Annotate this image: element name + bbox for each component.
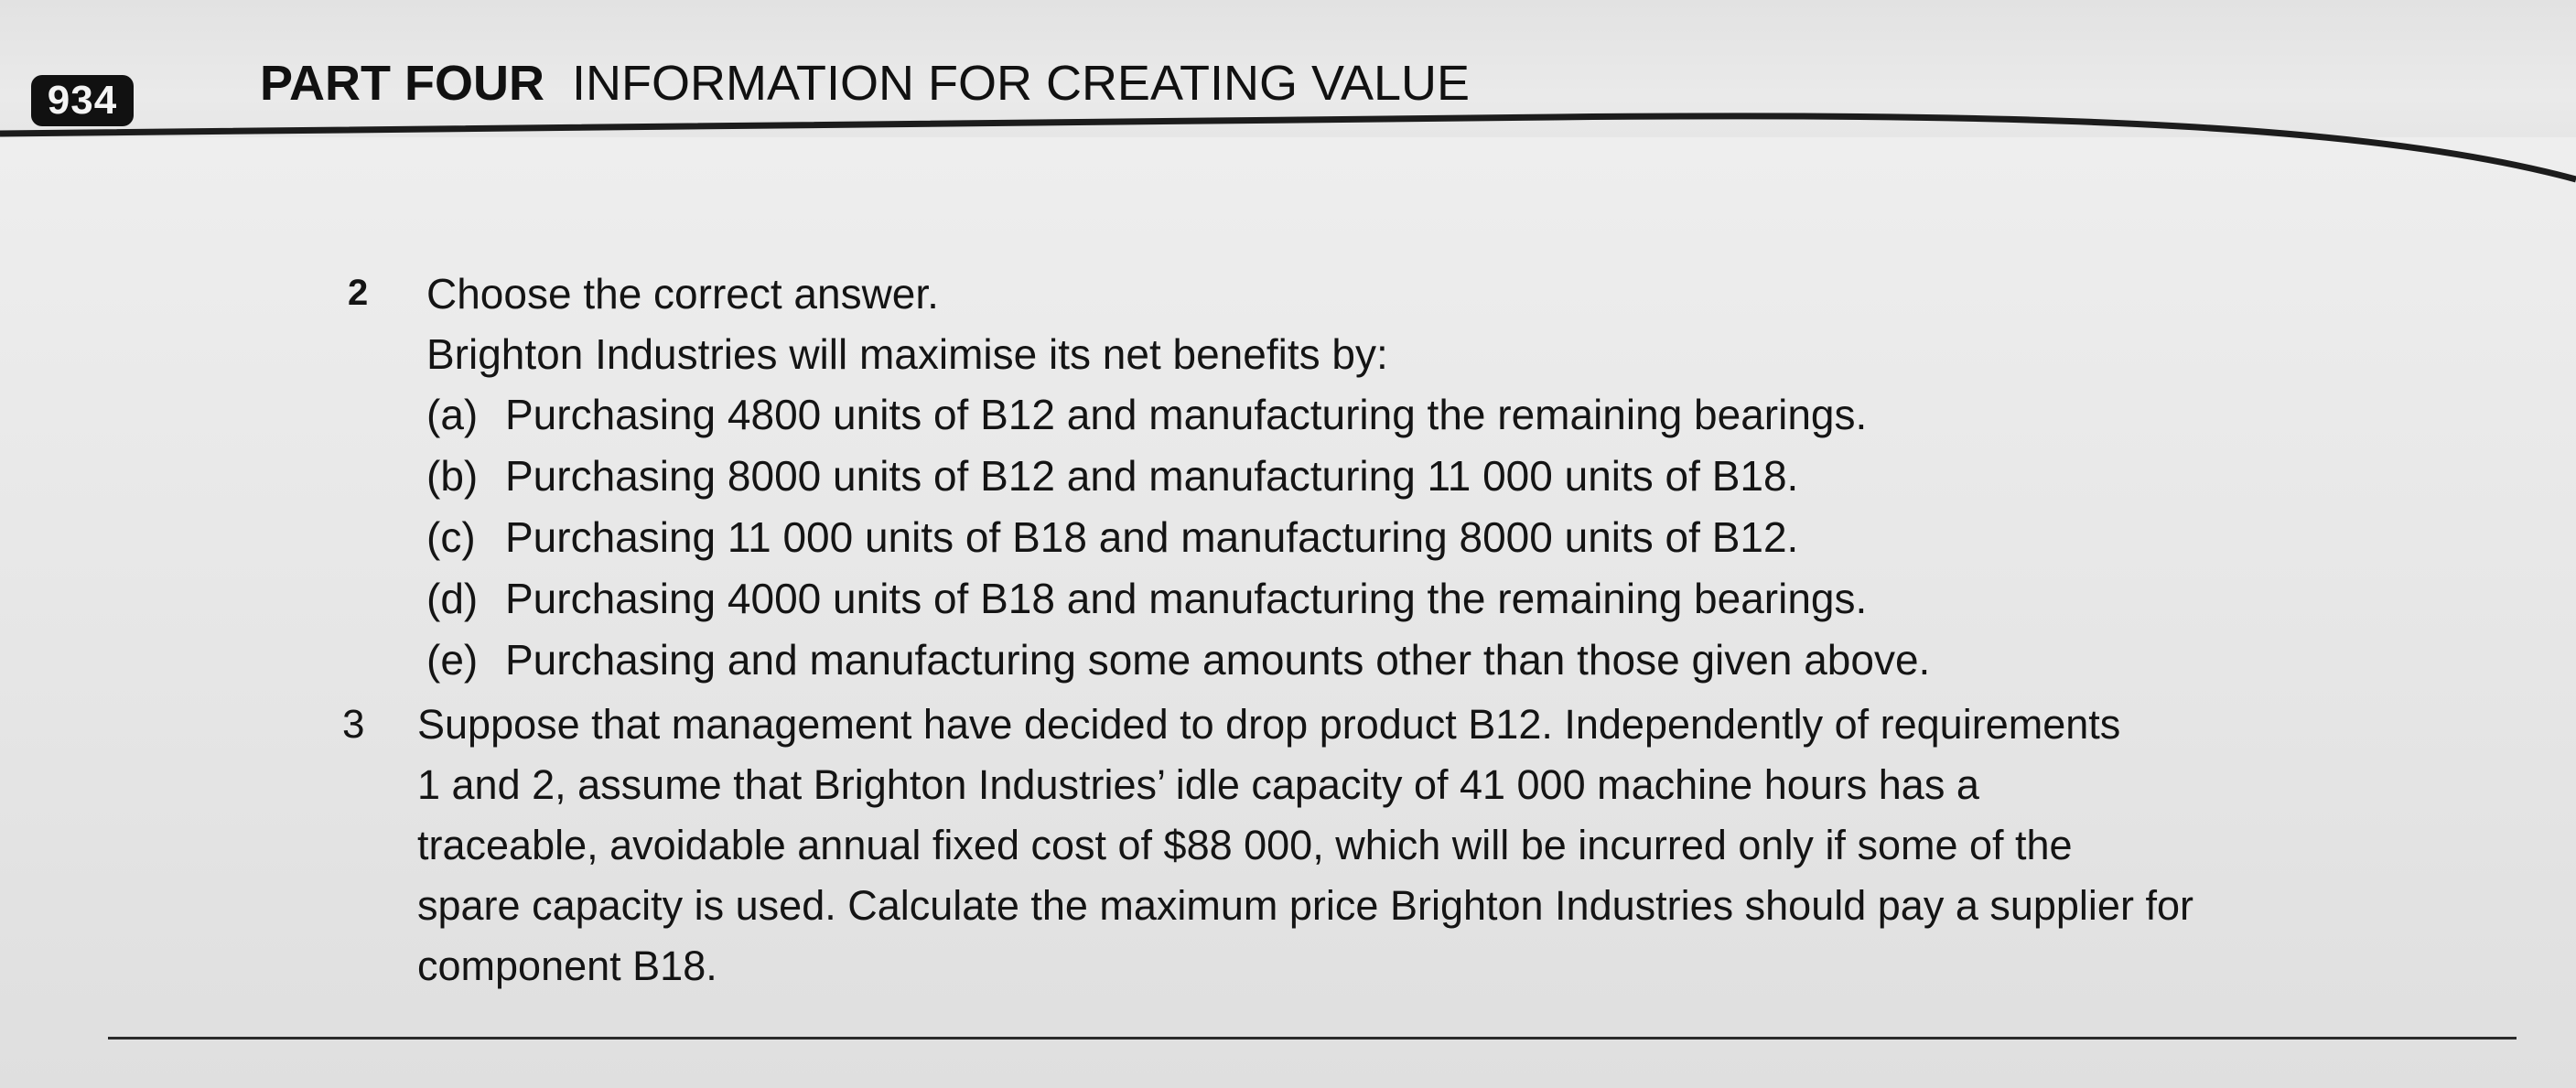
option-text: Purchasing 11 000 units of B18 and manufacturing 8000 units of B12. (505, 513, 1799, 561)
question-3 (342, 695, 2526, 996)
answer-option-d (426, 568, 2526, 630)
answer-option-b (426, 446, 2526, 507)
section-divider (108, 1037, 2517, 1040)
option-text: Purchasing 4000 units of B18 and manufacturing the remaining bearings. (505, 575, 1868, 622)
question-number: 2 (348, 273, 369, 313)
page-number: 934 (31, 75, 134, 126)
option-label: (e) (426, 636, 479, 684)
question-text-line: Suppose that management have decided to drop product B12. Independently of requirements (417, 701, 2121, 748)
question-text-line: component B18. (417, 943, 717, 989)
question-text-line: 1 and 2, assume that Brighton Industries’ idle capacity of 41 000 machine hours has a (417, 761, 1979, 808)
option-label: (d) (426, 575, 479, 622)
part-label: PART FOUR (260, 56, 544, 111)
part-title: INFORMATION FOR CREATING VALUE (571, 56, 1471, 111)
option-text: Purchasing 8000 units of B12 and manufacturing 11 000 units of B18. (505, 452, 1799, 500)
question-text-line: traceable, avoidable annual fixed cost of $88 000, which will be incurred only if some of the (417, 822, 2073, 868)
answer-option-c (426, 507, 2526, 568)
running-header (260, 51, 1470, 115)
page-content (342, 264, 2526, 1000)
option-text: Purchasing and manufacturing some amounts other than those given above. (505, 636, 1931, 684)
option-label: (a) (426, 391, 479, 438)
question-body (426, 264, 2526, 691)
question-body (417, 695, 2526, 996)
question-instruction: Choose the correct answer. (426, 270, 939, 318)
question-2 (348, 264, 2526, 691)
option-label: (b) (426, 452, 479, 500)
option-text: Purchasing 4800 units of B12 and manufacturing the remaining bearings. (505, 391, 1868, 438)
question-number: 3 (342, 702, 365, 747)
answer-option-a (426, 384, 2526, 446)
option-label: (c) (426, 513, 476, 561)
header-rule-line (0, 0, 2576, 238)
question-text-line: spare capacity is used. Calculate the maximum price Brighton Industries should pay a supplier for (417, 882, 2193, 929)
answer-option-e (426, 630, 2526, 691)
question-stem: Brighton Industries will maximise its net benefits by: (426, 330, 1388, 378)
